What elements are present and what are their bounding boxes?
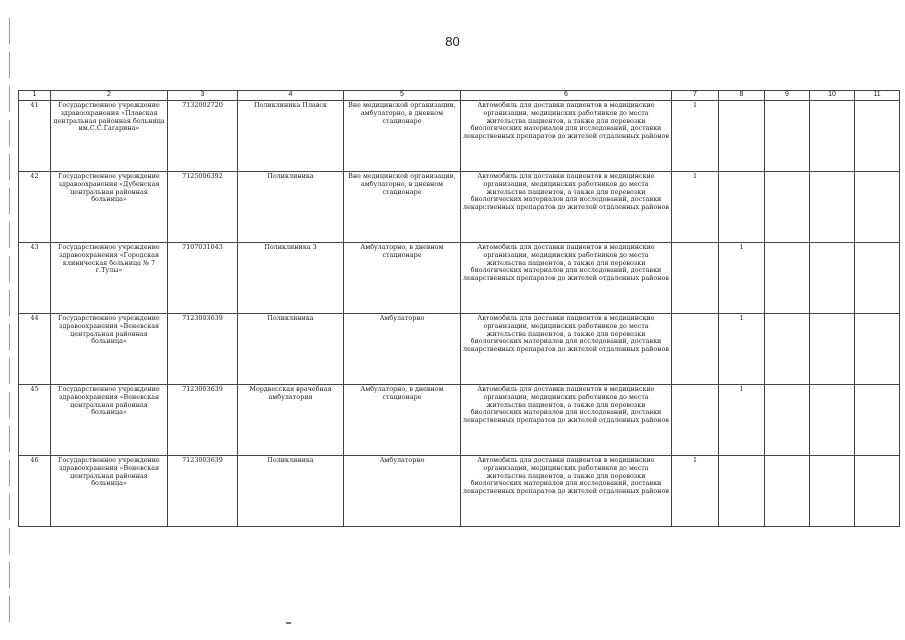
- header-row: [19, 91, 900, 101]
- count-col-7: 1: [672, 172, 719, 243]
- inn-code: 7125006392: [168, 172, 238, 243]
- row-number: 41: [19, 101, 51, 172]
- count-col-8: [719, 101, 765, 172]
- count-col-9: [765, 101, 810, 172]
- vehicle-purpose: Автомобиль для доставки пациентов в медицинские организации, медицинских работников до места жительства пациентов, а также для перевозки биологических материалов для исследований, доставки лекарственных препаратов до жителей отдаленных районов: [461, 385, 672, 456]
- organization-name: Государственное учреждение здравоохранения «Плавская центральная районная больница им.С.С.Гагарина»: [51, 101, 168, 172]
- column-header: 8: [719, 91, 765, 101]
- column-header: 2: [51, 91, 168, 101]
- count-col-11: [855, 314, 900, 385]
- subdivision-name: Поликлиника: [238, 456, 344, 527]
- organization-name: Государственное учреждение здравоохранения «Веневская центральная районная больница»: [51, 385, 168, 456]
- row-number: 42: [19, 172, 51, 243]
- column-header: 3: [168, 91, 238, 101]
- count-col-9: [765, 456, 810, 527]
- count-col-11: [855, 243, 900, 314]
- count-col-8: [719, 172, 765, 243]
- care-conditions: Амбулаторно: [344, 314, 461, 385]
- vehicle-purpose: Автомобиль для доставки пациентов в медицинские организации, медицинских работников до места жительства пациентов, а также для перевозки биологических материалов для исследований, доставки лекарственных препаратов до жителей отдаленных районов: [461, 456, 672, 527]
- vehicle-purpose: Автомобиль для доставки пациентов в медицинские организации, медицинских работников до места жительства пациентов, а также для перевозки биологических материалов для исследований, доставки лекарственных препаратов до жителей отдаленных районов: [461, 314, 672, 385]
- row-number: 43: [19, 243, 51, 314]
- vehicle-purpose: Автомобиль для доставки пациентов в медицинские организации, медицинских работников до места жительства пациентов, а также для перевозки биологических материалов для исследований, доставки лекарственных препаратов до жителей отдаленных районов: [461, 172, 672, 243]
- count-col-7: [672, 243, 719, 314]
- care-conditions: Вне медицинской организации, амбулаторно, в дневном стационаре: [344, 101, 461, 172]
- organization-name: Государственное учреждение здравоохранения «Веневская центральная районная больница»: [51, 314, 168, 385]
- count-col-8: 1: [719, 314, 765, 385]
- count-col-10: [810, 243, 855, 314]
- count-col-9: [765, 243, 810, 314]
- count-col-8: [719, 456, 765, 527]
- count-col-10: [810, 456, 855, 527]
- column-header: 4: [238, 91, 344, 101]
- row-number: 45: [19, 385, 51, 456]
- count-col-10: [810, 101, 855, 172]
- column-header: 10: [810, 91, 855, 101]
- count-col-9: [765, 385, 810, 456]
- inn-code: 7123003639: [168, 456, 238, 527]
- care-conditions: Амбулаторно, в дневном стационаре: [344, 243, 461, 314]
- organization-name: Государственное учреждение здравоохранения «Дубенская центральная районная больница»: [51, 172, 168, 243]
- count-col-11: [855, 385, 900, 456]
- column-header: 11: [855, 91, 900, 101]
- count-col-9: [765, 314, 810, 385]
- table-row: [19, 172, 900, 243]
- count-col-7: [672, 385, 719, 456]
- column-header: 1: [19, 91, 51, 101]
- vehicle-purpose: Автомобиль для доставки пациентов в медицинские организации, медицинских работников до места жительства пациентов, а также для перевозки биологических материалов для исследований, доставки лекарственных препаратов до жителей отдаленных районов: [461, 243, 672, 314]
- count-col-8: 1: [719, 243, 765, 314]
- column-header: 6: [461, 91, 672, 101]
- subdivision-name: Мордвесская врачебная амбулатория: [238, 385, 344, 456]
- table-row: [19, 385, 900, 456]
- count-col-9: [765, 172, 810, 243]
- inn-code: 7132002720: [168, 101, 238, 172]
- count-col-10: [810, 385, 855, 456]
- scan-speck: [286, 622, 291, 624]
- table-header: [19, 91, 900, 101]
- table-body: [19, 101, 900, 527]
- count-col-10: [810, 314, 855, 385]
- count-col-7: 1: [672, 101, 719, 172]
- vehicle-purpose: Автомобиль для доставки пациентов в медицинские организации, медицинских работников до места жительства пациентов, а также для перевозки биологических материалов для исследований, доставки лекарственных препаратов до жителей отдаленных районов: [461, 101, 672, 172]
- column-header: 7: [672, 91, 719, 101]
- table-row: [19, 314, 900, 385]
- row-number: 44: [19, 314, 51, 385]
- column-header: 5: [344, 91, 461, 101]
- count-col-11: [855, 101, 900, 172]
- count-col-7: [672, 314, 719, 385]
- inn-code: 7123003639: [168, 385, 238, 456]
- row-number: 46: [19, 456, 51, 527]
- table-row: [19, 243, 900, 314]
- subdivision-name: Поликлиника: [238, 314, 344, 385]
- table-row: [19, 101, 900, 172]
- care-conditions: Амбулаторно: [344, 456, 461, 527]
- binding-margin-line: [9, 18, 10, 628]
- care-conditions: Вне медицинской организации, амбулаторно, в дневном стационаре: [344, 172, 461, 243]
- subdivision-name: Поликлиника Плавск: [238, 101, 344, 172]
- subdivision-name: Поликлиника 3: [238, 243, 344, 314]
- subdivision-name: Поликлиника: [238, 172, 344, 243]
- page-number: 80: [445, 34, 460, 49]
- table-row: [19, 456, 900, 527]
- organization-name: Государственное учреждение здравоохранения «Веневская центральная районная больница»: [51, 456, 168, 527]
- count-col-7: 1: [672, 456, 719, 527]
- organization-name: Государственное учреждение здравоохранения «Городская клиническая больница № 7 г.Тулы»: [51, 243, 168, 314]
- count-col-8: 1: [719, 385, 765, 456]
- count-col-11: [855, 456, 900, 527]
- care-conditions: Амбулаторно, в дневном стационаре: [344, 385, 461, 456]
- vehicle-registry-table: [18, 90, 900, 527]
- count-col-11: [855, 172, 900, 243]
- inn-code: 7107031043: [168, 243, 238, 314]
- column-header: 9: [765, 91, 810, 101]
- inn-code: 7123003639: [168, 314, 238, 385]
- count-col-10: [810, 172, 855, 243]
